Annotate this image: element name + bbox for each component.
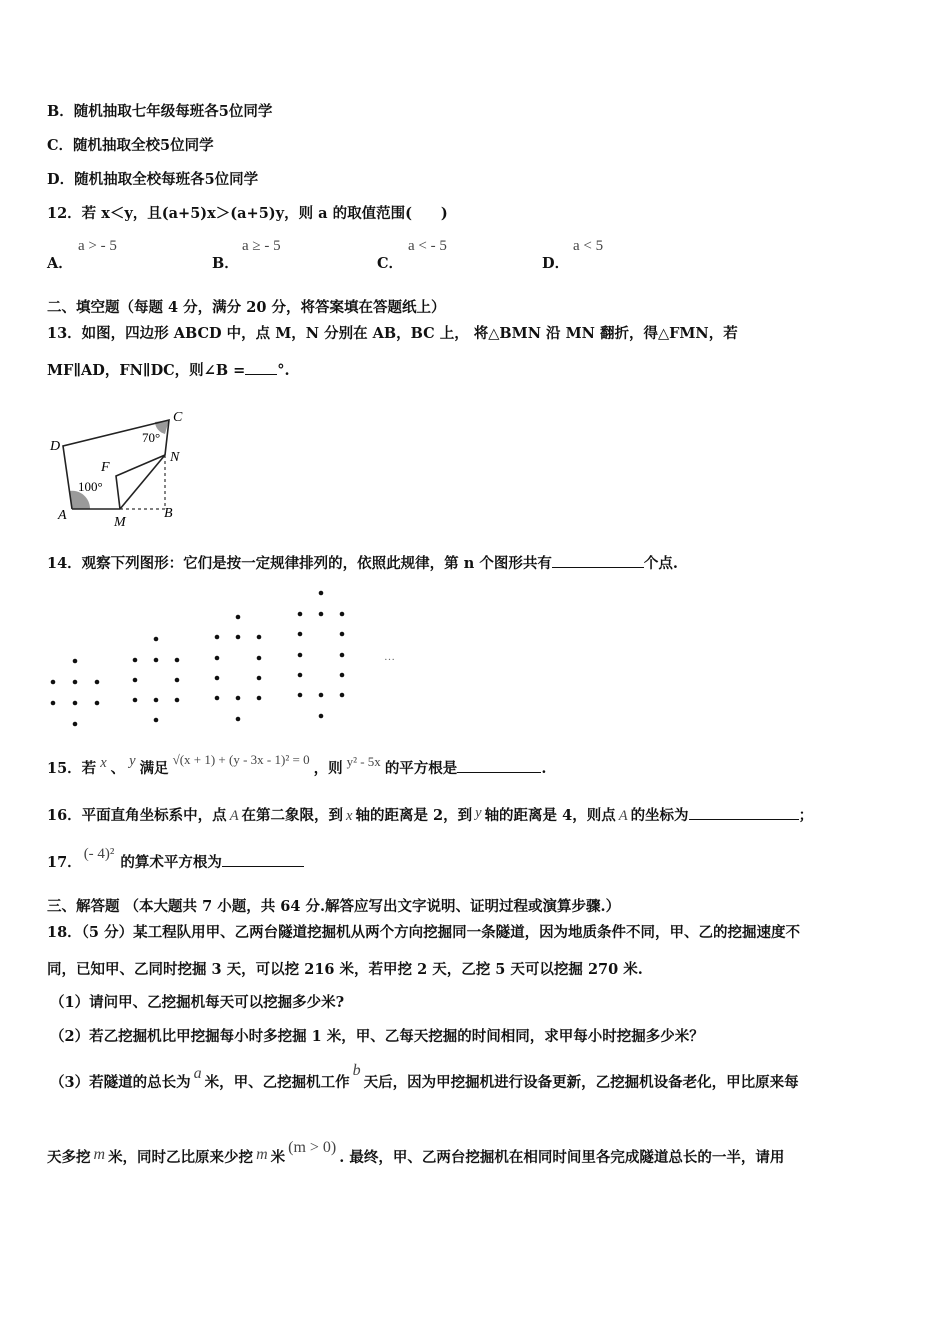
q18-part-3-line-2 — [47, 1139, 785, 1168]
q18-m-condition: (m > 0) — [288, 1139, 337, 1156]
label-c: C — [173, 410, 183, 425]
q12-option-d-expr: a < 5 — [573, 238, 604, 254]
q16-var-x: x — [346, 808, 353, 824]
q18-var-b: b — [352, 1062, 361, 1079]
q16-answer-blank[interactable] — [689, 805, 799, 820]
q18-part-4-text-a: 天多挖 — [47, 1149, 91, 1166]
label-b: B — [164, 506, 173, 521]
q17-text-a: 17． — [47, 854, 82, 871]
q18-part-4-text-d: . 最终，甲、乙两台挖掘机在相同时间里各完成隧道总长的一半，请用 — [339, 1149, 785, 1166]
q14-stem — [47, 553, 678, 574]
q18-part-3-text-a: （3）若隧道的总长为 — [50, 1074, 191, 1091]
q15-condition: √(x + 1) + (y - 3x - 1)² = 0 — [172, 752, 310, 767]
q16-text-b: 在第二象限，到 — [241, 807, 344, 824]
label-a: A — [58, 508, 67, 523]
q15-expression: y² - 5x — [346, 754, 381, 769]
q12-option-d-label: D． — [542, 255, 570, 272]
label-m: M — [114, 515, 126, 530]
q11-option-d: D．随机抽取全校每班各5位同学 — [47, 171, 259, 188]
q13-quadrilateral-figure — [44, 404, 194, 530]
q15-var-y: y — [129, 753, 136, 769]
angle-a-value: 100° — [78, 479, 103, 494]
q18-var-a: a — [193, 1065, 202, 1082]
section-2-heading: 二、填空题（每题 4 分，满分 20 分，将答案填在答题纸上） — [47, 299, 446, 316]
q15-text-a: 15．若 — [47, 760, 97, 777]
q18-part-4-text-b: 米，同时乙比原来少挖 — [108, 1149, 254, 1166]
section-3-heading: 三、解答题 （本大题共 7 小题，共 64 分.解答应写出文字说明、证明过程或演算步骤.） — [47, 898, 621, 915]
q15-answer-blank[interactable] — [457, 758, 541, 773]
q12-option-a-expr: a > - 5 — [78, 238, 117, 254]
q12-option-b-label: B． — [212, 255, 239, 272]
q18-part-3 — [50, 1062, 799, 1093]
q17-text-b: 的算术平方根为 — [120, 854, 222, 871]
q13-line-2-text: MF∥AD，FN∥DC，则∠B = — [47, 362, 246, 379]
q12-option-b-expr: a ≥ - 5 — [242, 238, 281, 254]
q18-part-1: （1）请问甲、乙挖掘机每天可以挖掘多少米? — [50, 994, 345, 1011]
q14-dot-patterns — [40, 580, 420, 730]
q16-point-a: A — [229, 808, 239, 824]
q18-line-2: 同，已知甲、乙同时挖掘 3 天，可以挖 216 米，若甲挖 2 天，乙挖 5 天可以挖掘 270 米. — [47, 961, 643, 978]
q18-line-1: 18．（5 分）某工程队用甲、乙两台隧道挖掘机从两个方向挖掘同一条隧道，因为地质条件不同，甲、乙的挖掘速度不 — [47, 924, 801, 941]
label-n: N — [170, 450, 180, 465]
q15-text-b: 满足 — [139, 760, 169, 777]
q18-part-2: （2）若乙挖掘机比甲挖掘每小时多挖掘 1 米，甲、乙每天挖掘的时间相同，求甲每小时挖掘多少米？ — [50, 1028, 704, 1045]
q11-option-c: C．随机抽取全校5位同学 — [47, 137, 214, 154]
angle-c-value: 70° — [142, 430, 161, 445]
q15-text-e: . — [541, 760, 547, 777]
q15-text-c: ，则 — [313, 760, 343, 777]
q13-line-1: 13．如图，四边形 ABCD 中，点 M，N 分别在 AB，BC 上， 将△BMN 沿 MN 翻折，得△FMN，若 — [47, 325, 738, 342]
q17-answer-blank[interactable] — [222, 852, 304, 867]
q16-stem — [47, 805, 813, 826]
pattern-3 — [215, 615, 262, 722]
pattern-4 — [298, 591, 345, 719]
pattern-1 — [51, 659, 100, 727]
q16-text-f: ； — [798, 807, 814, 824]
q18-part-3-text-b: 米，甲、乙挖掘机工作 — [204, 1074, 350, 1091]
q16-point-a-2: A — [618, 808, 628, 824]
q18-var-m-1: m — [93, 1146, 106, 1163]
q12-option-a-label: A． — [47, 255, 73, 272]
label-d: D — [50, 439, 61, 454]
q15-var-x: x — [100, 755, 107, 771]
q15-stem — [47, 752, 547, 779]
segment-mn — [120, 455, 165, 509]
q15-sep: 、 — [110, 760, 126, 777]
q14-stem-text: 14．观察下列图形：它们是按一定规律排列的，依照此规律，第 n 个图形共有 — [47, 555, 552, 572]
q17-stem — [47, 846, 304, 873]
pattern-ellipsis: … — [384, 651, 395, 663]
q18-part-3-text-c: 天后，因为甲挖掘机进行设备更新，乙挖掘机设备老化，甲比原来每 — [363, 1074, 799, 1091]
q14-answer-blank[interactable] — [552, 553, 644, 568]
q16-var-y: y — [475, 805, 482, 821]
q16-text-e: 的坐标为 — [630, 807, 689, 824]
q16-text-a: 16．平面直角坐标系中，点 — [47, 807, 227, 824]
q18-part-4-text-c: 米 — [270, 1149, 286, 1166]
q16-text-d: 轴的距离是 4，则点 — [484, 807, 616, 824]
q12-stem: 12．若 x＜y，且(a+5)x＞(a+5)y，则 a 的取值范围( ) — [47, 205, 448, 222]
label-f: F — [101, 460, 110, 475]
q14-stem-end: 个点. — [643, 555, 678, 572]
q12-option-c-label: C． — [377, 255, 404, 272]
pattern-2 — [133, 637, 180, 723]
q15-text-d: 的平方根是 — [384, 760, 458, 777]
q11-option-b: B．随机抽取七年级每班各5位同学 — [47, 103, 273, 120]
q18-var-m-2: m — [256, 1146, 268, 1163]
q13-line-2 — [47, 360, 290, 381]
q17-expression: (- 4)² — [83, 846, 115, 862]
q12-option-c-expr: a < - 5 — [408, 238, 447, 254]
q13-answer-blank[interactable] — [245, 360, 277, 375]
q16-text-c: 轴的距离是 2，到 — [355, 807, 473, 824]
q13-degree: °. — [277, 362, 290, 379]
